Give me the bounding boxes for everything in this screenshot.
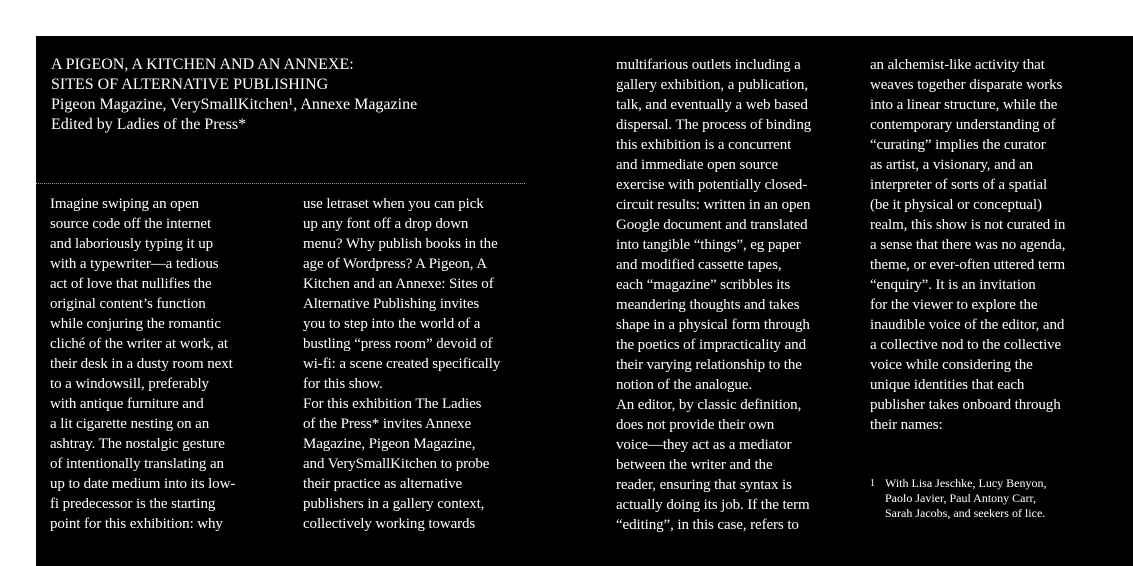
text-line: fi predecessor is the starting bbox=[50, 496, 216, 512]
title-line: SITES OF ALTERNATIVE PUBLISHING bbox=[51, 76, 329, 93]
title-line: A PIGEON, A KITCHEN AND AN ANNEXE: bbox=[51, 56, 354, 73]
text-line: act of love that nullifies the bbox=[50, 276, 212, 292]
text-column-2 bbox=[303, 194, 500, 534]
text-line: for this show. bbox=[303, 376, 383, 392]
text-line: unique identities that each bbox=[870, 377, 1025, 393]
text-line: into a linear structure, while the bbox=[870, 97, 1058, 113]
text-line: for the viewer to explore the bbox=[870, 297, 1038, 313]
text-line: original content’s function bbox=[50, 296, 206, 312]
editor-line: Edited by Ladies of the Press* bbox=[51, 116, 247, 133]
text-line: each “magazine” scribbles its bbox=[616, 277, 791, 293]
text-line: up to date medium into its low- bbox=[50, 476, 236, 492]
text-line: talk, and eventually a web based bbox=[616, 97, 808, 113]
text-line: does not provide their own bbox=[616, 417, 775, 433]
text-line: of the Press* invites Annexe bbox=[303, 416, 472, 432]
text-line: of intentionally translating an bbox=[50, 456, 224, 472]
text-line: this exhibition is a concurrent bbox=[616, 137, 792, 153]
text-line: wi-fi: a scene created specifically bbox=[303, 356, 501, 372]
text-line: ashtray. The nostalgic gesture bbox=[50, 436, 225, 452]
dotted-divider bbox=[36, 183, 525, 184]
text-line: actually doing its job. If the term bbox=[616, 497, 810, 513]
text-line: Magazine, Pigeon Magazine, bbox=[303, 436, 476, 452]
text-line: bustling “press room” devoid of bbox=[303, 336, 493, 352]
text-line: gallery exhibition, a publication, bbox=[616, 77, 808, 93]
text-column-4 bbox=[870, 55, 1065, 435]
text-line: Google document and translated bbox=[616, 217, 808, 233]
text-line: between the writer and the bbox=[616, 457, 773, 473]
title-block bbox=[51, 55, 417, 135]
text-line: point for this exhibition: why bbox=[50, 516, 223, 532]
text-line: you to step into the world of a bbox=[303, 316, 481, 332]
text-line: while conjuring the romantic bbox=[50, 316, 221, 332]
text-line: to a windowsill, preferably bbox=[50, 376, 209, 392]
text-line: circuit results: written in an open bbox=[616, 197, 811, 213]
text-line: “enquiry”. It is an invitation bbox=[870, 277, 1036, 293]
footnote-text: With Lisa Jeschke, Lucy Benyon, Paolo Javier, Paul Antony Carr, Sarah Jacobs, and seekers of lice. bbox=[885, 476, 1047, 520]
text-line: as artist, a visionary, and an bbox=[870, 157, 1034, 173]
text-line: a sense that there was no agenda, bbox=[870, 237, 1066, 253]
text-line: shape in a physical form through bbox=[616, 317, 810, 333]
text-line: their practice as alternative bbox=[303, 476, 463, 492]
text-line: realm, this show is not curated in bbox=[870, 217, 1066, 233]
text-line: and modified cassette tapes, bbox=[616, 257, 782, 273]
text-line: “curating” implies the curator bbox=[870, 137, 1046, 153]
text-line: cliché of the writer at work, at bbox=[50, 336, 228, 352]
text-column-1 bbox=[50, 194, 235, 534]
footnote-mark: 1 bbox=[870, 478, 875, 489]
text-line: their varying relationship to the bbox=[616, 357, 802, 373]
text-line: Alternative Publishing invites bbox=[303, 296, 480, 312]
text-line: the poetics of impracticality and bbox=[616, 337, 806, 353]
text-line: (be it physical or conceptual) bbox=[870, 197, 1042, 213]
text-line: For this exhibition The Ladies bbox=[303, 396, 482, 412]
text-line: publishers in a gallery context, bbox=[303, 496, 485, 512]
text-line: and immediate open source bbox=[616, 157, 779, 173]
text-line: age of Wordpress? A Pigeon, A bbox=[303, 256, 487, 272]
text-line: menu? Why publish books in the bbox=[303, 236, 498, 252]
text-line: theme, or ever-often uttered term bbox=[870, 257, 1066, 273]
text-line: publisher takes onboard through bbox=[870, 397, 1061, 413]
text-line: source code off the internet bbox=[50, 216, 212, 232]
text-line: inaudible voice of the editor, and bbox=[870, 317, 1065, 333]
publishers-line: Pigeon Magazine, VerySmallKitchen¹, Annexe Magazine bbox=[51, 96, 418, 113]
text-line: with antique furniture and bbox=[50, 396, 204, 412]
text-line: contemporary understanding of bbox=[870, 117, 1056, 133]
footnote bbox=[870, 476, 1047, 536]
text-line: meandering thoughts and takes bbox=[616, 297, 800, 313]
text-line: exercise with potentially closed- bbox=[616, 177, 808, 193]
text-line: their names: bbox=[870, 417, 943, 433]
text-line: a collective nod to the collective bbox=[870, 337, 1062, 353]
text-line: into tangible “things”, eg paper bbox=[616, 237, 801, 253]
text-line: Imagine swiping an open bbox=[50, 196, 199, 212]
text-line: Kitchen and an Annexe: Sites of bbox=[303, 276, 494, 292]
text-line: weaves together disparate works bbox=[870, 77, 1063, 93]
text-line: use letraset when you can pick bbox=[303, 196, 484, 212]
text-line: An editor, by classic definition, bbox=[616, 397, 802, 413]
text-line: a lit cigarette nesting on an bbox=[50, 416, 210, 432]
text-column-3 bbox=[616, 55, 811, 535]
black-spread-panel bbox=[36, 36, 1133, 566]
text-line: their desk in a dusty room next bbox=[50, 356, 233, 372]
text-line: with a typewriter—a tedious bbox=[50, 256, 219, 272]
text-line: multifarious outlets including a bbox=[616, 57, 801, 73]
text-line: notion of the analogue. bbox=[616, 377, 752, 393]
text-line: dispersal. The process of binding bbox=[616, 117, 812, 133]
text-line: an alchemist-like activity that bbox=[870, 57, 1045, 73]
text-line: reader, ensuring that syntax is bbox=[616, 477, 792, 493]
text-line: “editing”, in this case, refers to bbox=[616, 517, 799, 533]
text-line: voice—they act as a mediator bbox=[616, 437, 792, 453]
text-line: voice while considering the bbox=[870, 357, 1033, 373]
text-line: collectively working towards bbox=[303, 516, 476, 532]
text-line: up any font off a drop down bbox=[303, 216, 469, 232]
text-line: and VerySmallKitchen to probe bbox=[303, 456, 490, 472]
text-line: interpreter of sorts of a spatial bbox=[870, 177, 1048, 193]
text-line: and laboriously typing it up bbox=[50, 236, 214, 252]
